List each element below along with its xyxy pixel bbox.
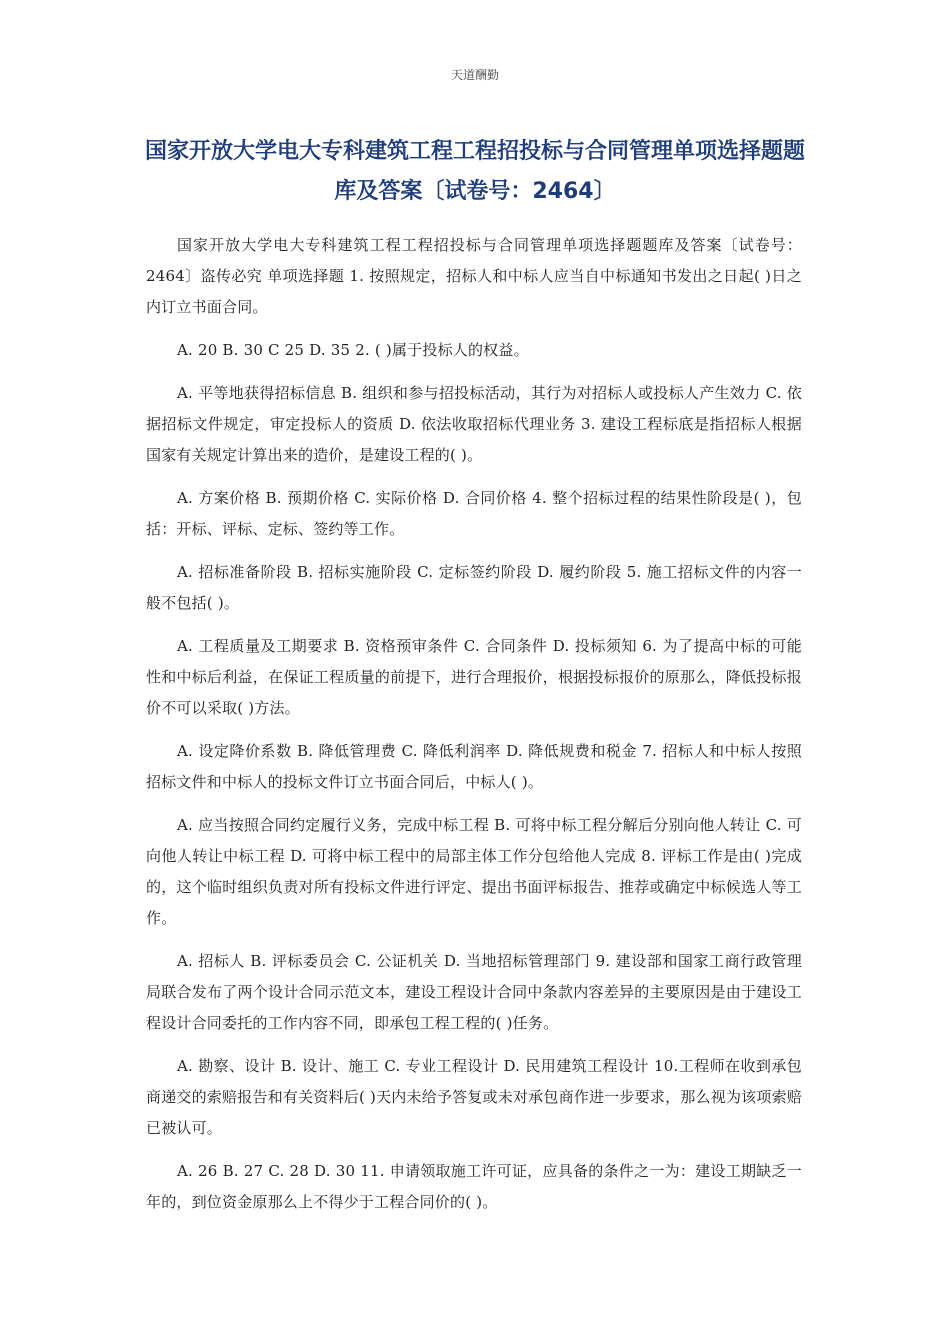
page-header: 天道酬勤 bbox=[450, 68, 499, 82]
paragraph: A. 方案价格 B. 预期价格 C. 实际价格 D. 合同价格 4. 整个招标过程的结果性阶段是( )，包括：开标、评标、定标、签约等工作。 bbox=[146, 489, 802, 538]
paragraph: A. 平等地获得招标信息 B. 组织和参与招投标活动，其行为对招标人或投标人产生效力 C. 依据招标文件规定，审定投标人的资质 D. 依法收取招标代理业务 3. 建设工程标底是指招标人根据国家有关规定计算出来的造价，是建设工程的( )。 bbox=[146, 384, 802, 464]
paragraph: A. 勘察、设计 B. 设计、施工 C. 专业工程设计 D. 民用建筑工程设计 10.工程师在收到承包商递交的索赔报告和有关资料后( )天内未给予答复或未对承包商作进一步要求，那么视为该项索赔已被认可。 bbox=[146, 1057, 802, 1137]
paragraph: A. 应当按照合同约定履行义务，完成中标工程 B. 可将中标工程分解后分别向他人转让 C. 可向他人转让中标工程 D. 可将中标工程中的局部主体工作分包给他人完成 8. 评标工作是由( )完成的，这个临时组织负责对所有投标文件进行评定、提出书面评标报告、推荐或确定中标候选人等工作。 bbox=[146, 816, 802, 927]
paragraph: 国家开放大学电大专科建筑工程工程招投标与合同管理单项选择题题库及答案〔试卷号：2464〕盗传必究 单项选择题 1. 按照规定，招标人和中标人应当自中标通知书发出之日起( )日之内订立书面合同。 bbox=[146, 236, 802, 316]
paragraph: A. 设定降价系数 B. 降低管理费 C. 降低利润率 D. 降低规费和税金 7. 招标人和中标人按照招标文件和中标人的投标文件订立书面合同后，中标人( )。 bbox=[146, 742, 802, 791]
paragraph: A. 招标准备阶段 B. 招标实施阶段 C. 定标签约阶段 D. 履约阶段 5. 施工招标文件的内容一般不包括( )。 bbox=[146, 563, 802, 612]
paragraph: A. 20 B. 30 C 25 D. 35 2. ( )属于投标人的权益。 bbox=[177, 341, 529, 359]
paragraph: A. 工程质量及工期要求 B. 资格预审条件 C. 合同条件 D. 投标须知 6. 为了提高中标的可能性和中标后利益，在保证工程质量的前提下，进行合理报价，根据投标报价的原那么，降低投标报价不可以采取( )方法。 bbox=[146, 637, 802, 717]
paragraph: A. 26 B. 27 C. 28 D. 30 11. 申请领取施工许可证，应具备的条件之一为：建设工期缺乏一年的，到位资金原那么上不得少于工程合同价的( )。 bbox=[146, 1162, 802, 1211]
document-body bbox=[146, 230, 802, 1230]
paragraph: A. 招标人 B. 评标委员会 C. 公证机关 D. 当地招标管理部门 9. 建设部和国家工商行政管理局联合发布了两个设计合同示范文本，建设工程设计合同中条款内容差异的主要原因是由于建设工程设计合同委托的工作内容不同，即承包工程工程的( )任务。 bbox=[146, 952, 802, 1032]
document-title: 国家开放大学电大专科建筑工程工程招投标与合同管理单项选择题题库及答案〔试卷号：2464〕 bbox=[144, 139, 805, 204]
